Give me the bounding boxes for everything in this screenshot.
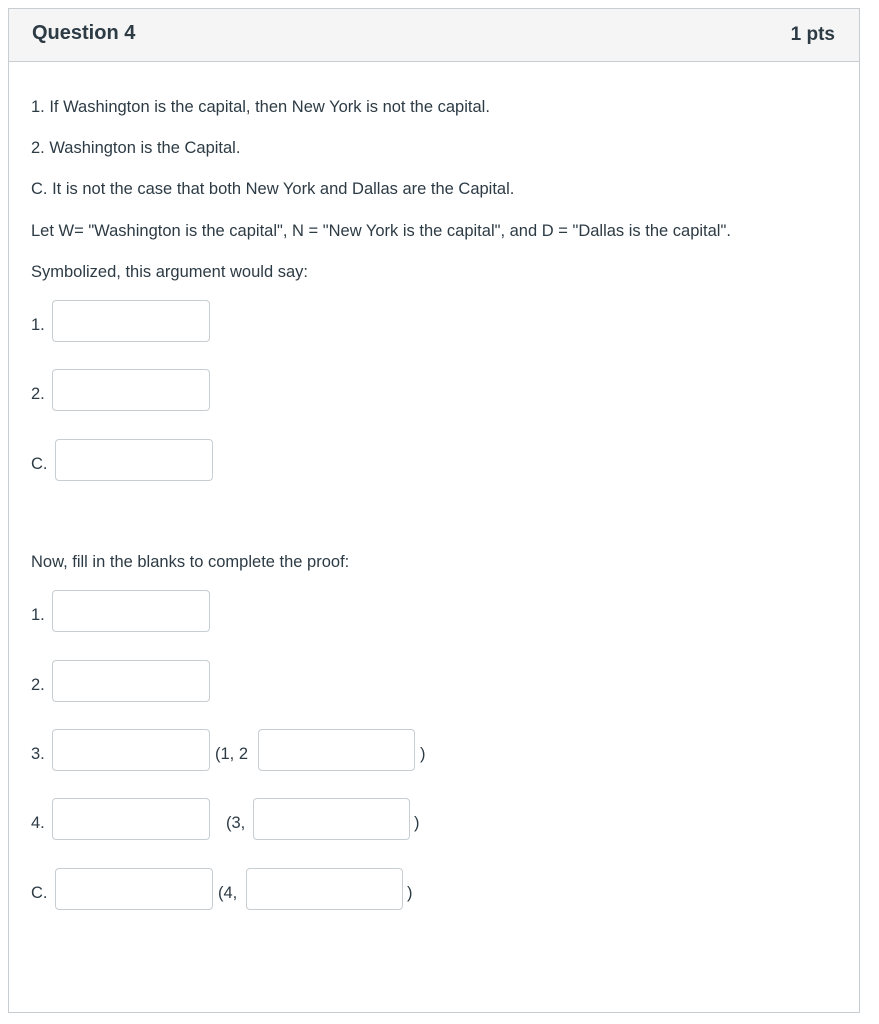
proof-justification-prefix-3: (1, 2: [215, 745, 249, 763]
proof-label-4: 4.: [31, 814, 45, 832]
symbolize-input-1[interactable]: [52, 300, 210, 342]
proof-label-3: 3.: [31, 745, 45, 763]
symbolize-label-1: 1.: [31, 316, 45, 334]
symbolize-input-2[interactable]: [52, 369, 210, 411]
symbolize-input-c[interactable]: [55, 439, 213, 481]
question-header: [9, 9, 859, 62]
proof-label-1: 1.: [31, 606, 45, 624]
symbolize-label-c: C.: [31, 455, 48, 473]
proof-statement-input-3[interactable]: [52, 729, 210, 771]
proof-justification-prefix-4: (3,: [226, 814, 246, 832]
proof-statement-input-4[interactable]: [52, 798, 210, 840]
question-card: [8, 8, 860, 1013]
premise-1: 1. If Washington is the capital, then New York is not the capital.: [31, 98, 490, 116]
symbol-key: Let W= "Washington is the capital", N = "New York is the capital", and D = "Dallas is the capital".: [31, 222, 731, 240]
question-points: 1 pts: [790, 24, 835, 45]
proof-statement-input-1[interactable]: [52, 590, 210, 632]
symbolize-prompt: Symbolized, this argument would say:: [31, 263, 308, 281]
proof-justification-input-4[interactable]: [253, 798, 410, 840]
proof-justification-close-3: ): [420, 745, 426, 763]
proof-justification-close-c: ): [407, 884, 413, 902]
proof-justification-prefix-c: (4,: [218, 884, 238, 902]
conclusion: C. It is not the case that both New York and Dallas are the Capital.: [31, 180, 515, 198]
premise-2: 2. Washington is the Capital.: [31, 139, 241, 157]
question-title: Question 4: [32, 22, 136, 44]
proof-prompt: Now, fill in the blanks to complete the proof:: [31, 553, 350, 571]
proof-justification-input-c[interactable]: [246, 868, 403, 910]
proof-justification-close-4: ): [414, 814, 420, 832]
proof-justification-input-3[interactable]: [258, 729, 415, 771]
proof-label-c: C.: [31, 884, 48, 902]
symbolize-label-2: 2.: [31, 385, 45, 403]
proof-label-2: 2.: [31, 676, 45, 694]
proof-statement-input-2[interactable]: [52, 660, 210, 702]
proof-statement-input-c[interactable]: [55, 868, 213, 910]
